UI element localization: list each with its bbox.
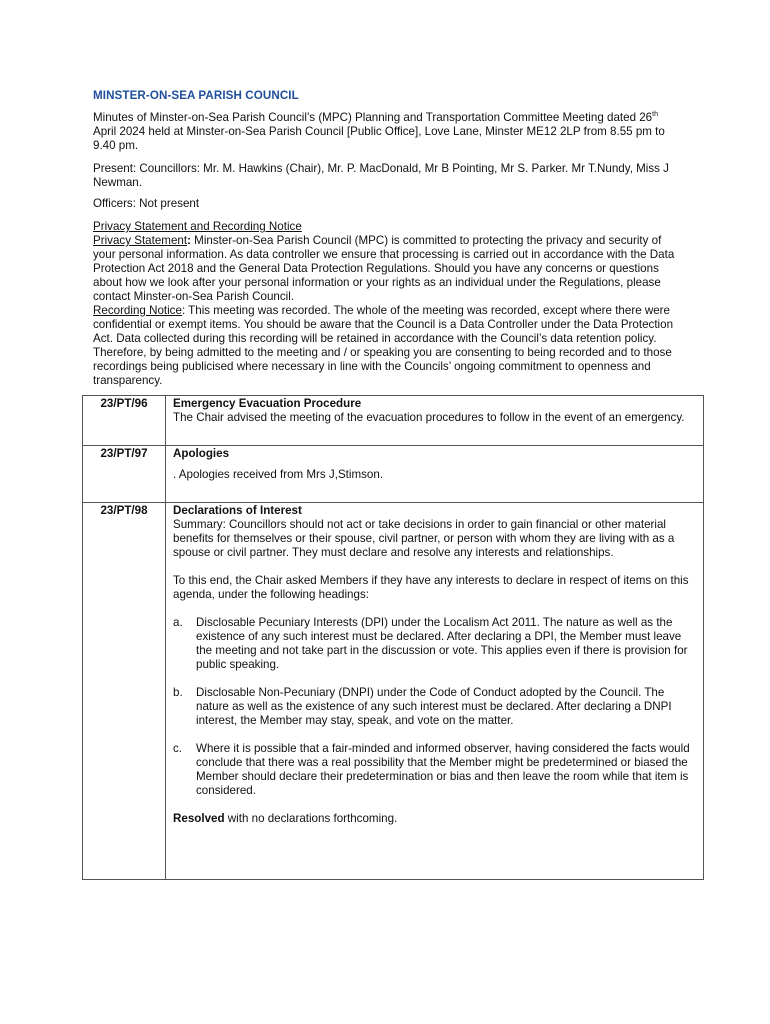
privacy-statement [93,234,685,304]
recording-notice [93,304,685,388]
council-title: MINSTER-ON-SEA PARISH COUNCIL [93,89,299,102]
list-item [173,616,695,672]
present-list: Present: Councillors: Mr. M. Hawkins (Chair), Mr. P. MacDonald, Mr B Pointing, Mr S. Parker. Mr T.Nundy, Miss J Newman. [93,162,669,189]
agenda-row [83,446,704,503]
resolved-text: with no declarations forthcoming. [224,812,398,825]
agenda-row [83,396,704,446]
agenda-body [166,503,704,880]
date-ordinal-suffix: th [652,111,658,119]
list-item [173,686,695,728]
agenda-row [83,503,704,880]
list-item-text: Disclosable Non-Pecuniary (DNPI) under the Code of Conduct adopted by the Council. The nature as well as the existence of any such interest must be declared. After declaring a DNPI interest, the Member may stay, speak, and vote on the matter. [196,686,672,727]
agenda-ref: 23/PT/97 [83,446,166,503]
officers-line: Officers: Not present [93,197,200,210]
list-marker: b. [173,686,183,699]
agenda-ref: 23/PT/96 [83,396,166,446]
minutes-intro [93,111,683,153]
resolved-label: Resolved [173,812,225,825]
list-item [173,742,695,798]
list-item-text: Disclosable Pecuniary Interests (DPI) under the Localism Act 2011. The nature as well as the existence of any such interest must be declared. After declaring a DPI, the Member must leave the meeting and not take part in the discussion or vote. This applies even if there is provision for public speaking. [196,616,688,671]
privacy-heading: Privacy Statement and Recording Notice [93,220,302,233]
agenda-heading: Emergency Evacuation Procedure [173,397,362,410]
list-marker: c. [173,742,183,755]
agenda-heading: Declarations of Interest [173,504,302,517]
agenda-body [166,446,704,503]
privacy-statement-colon: : [187,234,191,247]
interest-headings-list [173,616,695,798]
privacy-section [93,220,685,388]
minutes-intro-text-2: April 2024 held at Minster-on-Sea Parish Council [Public Office], Love Lane, Minster ME12 2LP from 8.55 pm to 9.40 pm. [93,125,665,152]
agenda-ref: 23/PT/98 [83,503,166,880]
minutes-intro-text-1: Minutes of Minster-on-Sea Parish Council’s (MPC) Planning and Transportation Committee Meeting dated 26 [93,111,653,124]
resolution [173,812,695,826]
declarations-summary: Summary: Councillors should not act or take decisions in order to gain financial or other material benefits for themselves or their spouse, civil partner, or person with whom they are living with as a spouse or civil partner. They must declare and resolve any interests and relationships. [173,518,675,559]
agenda-text: . Apologies received from Mrs J,Stimson. [173,468,384,481]
agenda-heading: Apologies [173,447,230,460]
list-item-text: Where it is possible that a fair-minded and informed observer, having considered the facts would conclude that there was a real possibility that the Member might be predetermined or biased the Member should declare their predetermination or bias and then leave the room while that item is considered. [196,742,690,797]
privacy-statement-text: Minster-on-Sea Parish Council (MPC) is committed to protecting the privacy and security of your personal information. As data controller we ensure that processing is carried out in accordance with the Data Protection Act 2018 and the General Data Protection Regulations. Should you have any concerns or questions about how we look after your personal information or your rights as an individual under the Regulations, please contact Minster-on-Sea Parish Council. [93,234,675,303]
privacy-statement-label: Privacy Statement [93,234,188,247]
agenda-text: The Chair advised the meeting of the evacuation procedures to follow in the event of an emergency. [173,411,685,424]
list-marker: a. [173,616,183,629]
agenda-table [82,395,704,880]
agenda-body [166,396,704,446]
recording-notice-label: Recording Notice [93,304,182,317]
recording-notice-text: : This meeting was recorded. The whole of the meeting was recorded, except where there were confidential or exempt items. You should be aware that the Council is a Data Controller under the Data Protection Act. Data collected during this recording will be retained in accordance with the Council’s data retention policy. Therefore, by being admitted to the meeting and / or speaking you are consenting to being recorded and to those recordings being publicised where necessary in line with the Councils’ ongoing commitment to openness and transparency. [93,304,674,387]
declarations-intro: To this end, the Chair asked Members if they have any interests to declare in respect of items on this agenda, under the following headings: [173,574,689,601]
